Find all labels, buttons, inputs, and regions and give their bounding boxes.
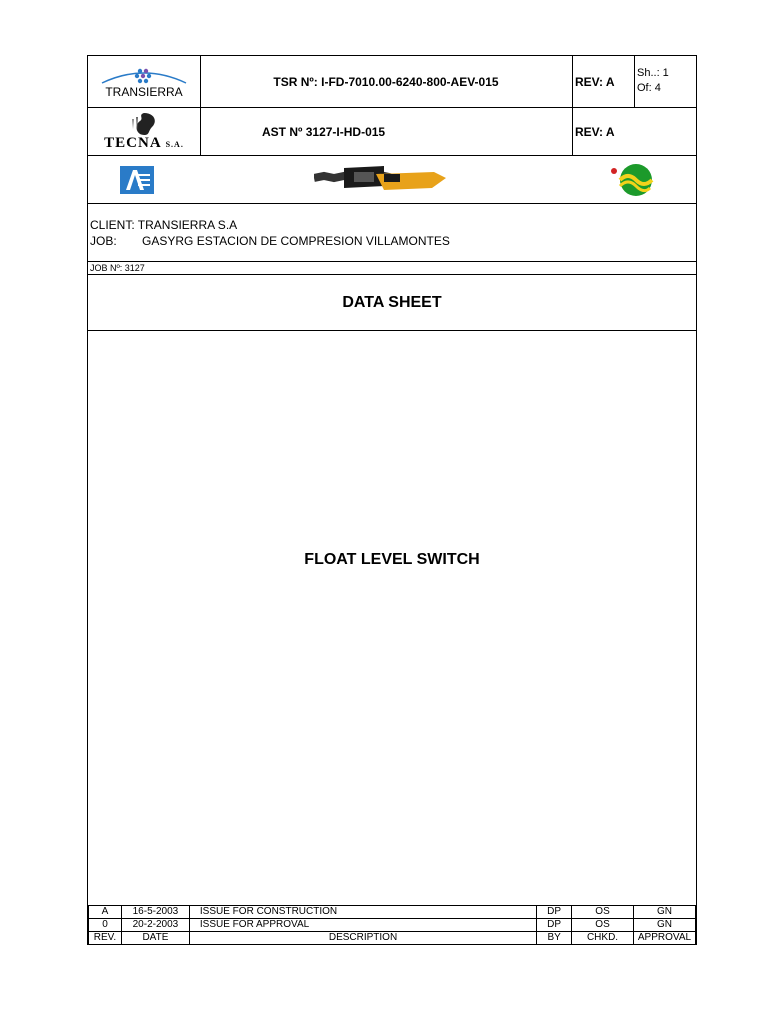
- revision-rev: 0: [89, 919, 122, 932]
- job-number: JOB Nº: 3127: [90, 263, 145, 273]
- revision-description: ISSUE FOR CONSTRUCTION: [189, 906, 536, 919]
- client-job-row: [88, 204, 696, 262]
- revision-rev: A: [89, 906, 122, 919]
- revision-date: 20-2-2003: [121, 919, 189, 932]
- document-sheet: [87, 55, 697, 945]
- logos-row: [88, 156, 696, 204]
- document-title: FLOAT LEVEL SWITCH: [304, 551, 480, 568]
- job-line: [90, 234, 450, 248]
- revision-description: ISSUE FOR APPROVAL: [189, 919, 536, 932]
- header-row-tsr: [88, 56, 696, 108]
- rev-label-2: REV: A: [575, 124, 615, 139]
- revision-date: 16-5-2003: [121, 906, 189, 919]
- header-date: DATE: [121, 932, 189, 945]
- header-by: BY: [537, 932, 572, 945]
- revision-row: [89, 906, 696, 919]
- header-approval: APPROVAL: [633, 932, 695, 945]
- transierra-logo: [88, 56, 200, 107]
- transierra-logo-icon: [94, 65, 194, 87]
- sheet-info: [634, 56, 696, 107]
- header-checked: CHKD.: [572, 932, 634, 945]
- revision-header-row: [89, 932, 696, 945]
- header-description: DESCRIPTION: [189, 932, 536, 945]
- center-consortium-logo-icon: [314, 164, 446, 196]
- rev-label-1: REV: A: [575, 74, 615, 89]
- job-description: GASYRG ESTACION DE COMPRESION VILLAMONTES: [142, 234, 450, 248]
- revision-checked: OS: [572, 919, 634, 932]
- sheet-number: Sh..: 1: [637, 67, 669, 79]
- revision-approval: GN: [633, 919, 695, 932]
- revision-by: DP: [537, 919, 572, 932]
- header-row-ast: [88, 108, 696, 156]
- transierra-logo-text: TRANSIERRA: [105, 84, 183, 99]
- client-name: CLIENT: TRANSIERRA S.A: [90, 218, 238, 232]
- tecna-logo-text: TECNA S.A.: [104, 135, 184, 151]
- job-number-row: [88, 262, 696, 275]
- revision-checked: OS: [572, 906, 634, 919]
- document-type: DATA SHEET: [342, 293, 442, 311]
- ast-number: AST Nº 3127-I-HD-015: [262, 124, 386, 139]
- tsr-number: TSR Nº: I-FD-7010.00-6240-800-AEV-015: [273, 74, 499, 89]
- job-label: JOB:: [90, 234, 117, 248]
- revision-approval: GN: [633, 906, 695, 919]
- revision-row: [89, 919, 696, 932]
- data-sheet-row: [88, 275, 696, 331]
- ae-logo-icon: [120, 166, 154, 194]
- revision-by: DP: [537, 906, 572, 919]
- revision-table: [88, 905, 696, 945]
- tecna-logo: [88, 108, 200, 155]
- tecna-logo-icon: [124, 111, 164, 137]
- green-circle-logo-icon: [606, 162, 656, 198]
- header-rev: REV.: [89, 932, 122, 945]
- sheet-total: Of: 4: [637, 82, 661, 94]
